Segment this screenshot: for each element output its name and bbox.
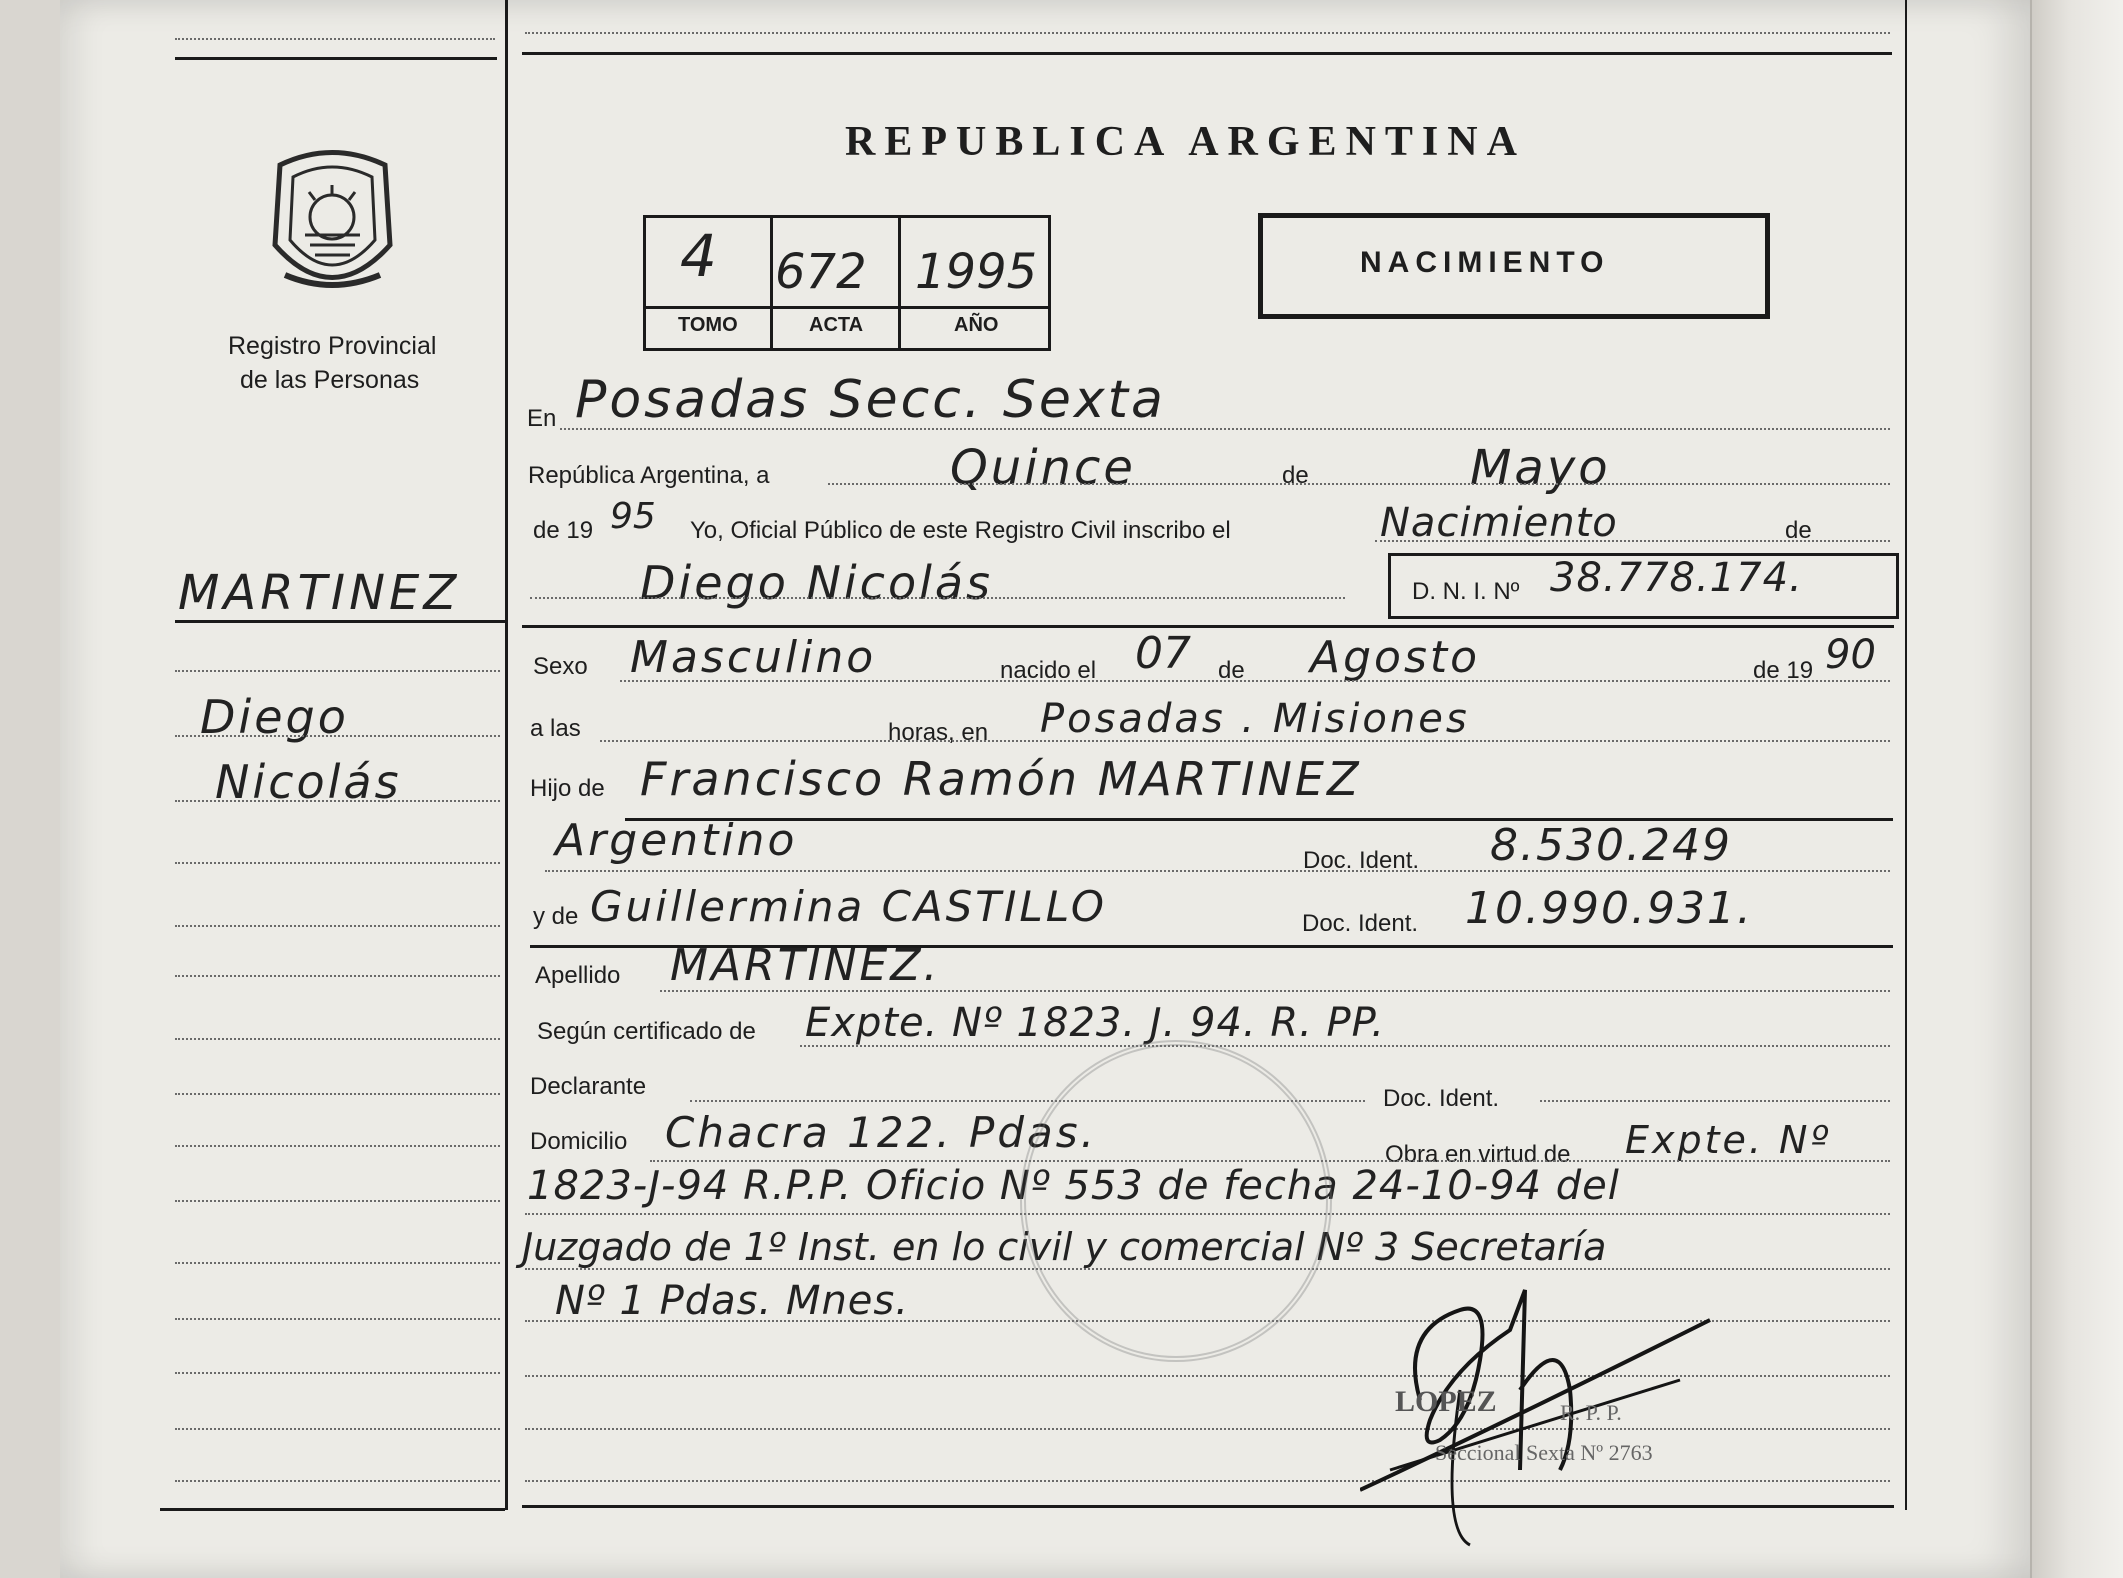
inscribo-value: Nacimiento <box>1380 500 1618 546</box>
nacido-label: nacido el <box>1000 657 1097 684</box>
margin-surname: MARTINEZ <box>178 565 461 621</box>
domicilio-label: Domicilio <box>530 1128 628 1155</box>
certificado-label: Según certificado de <box>537 1018 756 1045</box>
republica-label: República Argentina, a <box>528 462 770 489</box>
en-value: Posadas Secc. Sexta <box>575 370 1166 430</box>
yde-label: y de <box>533 903 579 930</box>
registered-name: Diego Nicolás <box>640 556 994 610</box>
margin-rule <box>175 735 500 737</box>
page-binding-edge <box>2030 0 2123 1578</box>
nacido-day: 07 <box>1135 628 1191 679</box>
padre-nacionalidad: Argentino <box>555 815 798 866</box>
registry-name-line2: de las Personas <box>240 366 420 394</box>
obra-label: Obra en virtud de <box>1385 1141 1571 1168</box>
form-rule <box>620 680 1890 682</box>
table-header-sep <box>643 306 1048 309</box>
sexo-value: Masculino <box>630 632 877 683</box>
hijo-label: Hijo de <box>530 775 605 802</box>
inscribo-label: Yo, Oficial Público de este Registro Civil inscribo el <box>690 517 1231 544</box>
margin-rule <box>175 1372 500 1374</box>
doc-label-padre: Doc. Ident. <box>1303 847 1420 874</box>
de-label-2: de <box>1785 517 1812 544</box>
form-rule <box>828 483 1890 485</box>
doc-label-madre: Doc. Ident. <box>1302 910 1419 937</box>
declarante-label: Declarante <box>530 1073 647 1100</box>
acta-label: ACTA <box>809 314 864 336</box>
padre-value: Francisco Ramón MARTINEZ <box>640 752 1362 806</box>
record-type: NACIMIENTO <box>1360 246 1610 279</box>
margin-rule <box>175 1200 500 1202</box>
domicilio-value: Chacra 122. Pdas. <box>665 1108 1097 1157</box>
registry-seal-stamp <box>1020 1040 1332 1362</box>
form-rule <box>560 428 1890 430</box>
margin-rule <box>175 1480 500 1482</box>
top-left-rule <box>175 38 495 40</box>
form-solid <box>522 625 1894 628</box>
year-suffix: 95 <box>610 496 656 537</box>
country-title: REPUBLICA ARGENTINA <box>845 119 1526 165</box>
tomo-label: TOMO <box>678 314 738 336</box>
nacido-year: 90 <box>1825 632 1876 678</box>
form-rule <box>1540 1100 1890 1102</box>
margin-rule <box>175 1428 500 1430</box>
margin-rule <box>175 1262 500 1264</box>
top-left-solid <box>175 57 497 60</box>
form-rule <box>660 990 1890 992</box>
margin-rule <box>175 1145 500 1147</box>
de-label: de <box>1282 462 1309 489</box>
dni-value: 38.778.174. <box>1550 555 1803 601</box>
table-col-sep-1 <box>770 215 773 348</box>
margin-given2: Nicolás <box>215 755 402 809</box>
de19-label-2: de 19 <box>1753 657 1814 684</box>
column-divider <box>505 0 508 1510</box>
madre-doc: 10.990.931. <box>1465 883 1753 934</box>
stamp-line2: R. P. P. <box>1560 1400 1622 1425</box>
form-rule <box>800 1045 1890 1047</box>
registry-name-line1: Registro Provincial <box>228 332 437 360</box>
margin-rule <box>175 670 500 672</box>
margin-rule <box>175 1318 500 1320</box>
ano-label: AÑO <box>954 314 999 336</box>
doc-label-declarante: Doc. Ident. <box>1383 1085 1500 1112</box>
margin-rule <box>175 925 500 927</box>
de-label-3: de <box>1218 657 1245 684</box>
tomo-value: 4 <box>680 222 720 290</box>
apellido-value: MARTINEZ. <box>670 940 941 991</box>
dni-label: D. N. I. Nº <box>1412 578 1520 605</box>
obs-line3: Nº 1 Pdas. Mnes. <box>555 1278 909 1324</box>
misiones-coat-of-arms-icon <box>265 145 400 305</box>
padre-doc: 8.530.249 <box>1490 820 1732 871</box>
form-rule <box>1375 540 1890 542</box>
top-right-rule <box>525 32 1890 34</box>
sexo-label: Sexo <box>533 653 588 680</box>
top-right-solid <box>522 52 1892 55</box>
certificado-value: Expte. Nº 1823. J. 94. R. PP. <box>805 1000 1385 1046</box>
nacido-month: Agosto <box>1310 632 1481 683</box>
obs-line2: Juzgado de 1º Inst. en lo civil y comercial Nº 3 Secretaría <box>522 1225 1607 1269</box>
de19-label: de 19 <box>533 517 594 544</box>
alas-label: a las <box>530 715 581 742</box>
ano-value: 1995 <box>915 244 1038 300</box>
madre-value: Guillermina CASTILLO <box>590 882 1107 931</box>
stamp-line3: Seccional Sexta Nº 2763 <box>1435 1440 1653 1465</box>
horas-label: horas, en <box>888 719 989 746</box>
margin-bottom-solid <box>160 1508 505 1511</box>
lugar-value: Posadas . Misiones <box>1040 696 1470 742</box>
margin-rule <box>175 800 500 802</box>
apellido-label: Apellido <box>535 962 621 989</box>
stamp-name: LOPEZ <box>1395 1385 1497 1418</box>
margin-rule <box>175 1038 500 1040</box>
margin-rule <box>175 1093 500 1095</box>
margin-given1: Diego <box>200 690 349 744</box>
day-value: Quince <box>950 440 1136 496</box>
table-col-sep-2 <box>898 215 901 348</box>
form-rule <box>545 870 1890 872</box>
margin-surname-underline <box>175 620 505 623</box>
right-border <box>1905 0 1907 1510</box>
form-rule <box>530 597 1345 599</box>
obs-line1: 1823-J-94 R.P.P. Oficio Nº 553 de fecha 24-10-94 del <box>527 1163 1620 1209</box>
acta-value: 672 <box>775 244 867 300</box>
month-value: Mayo <box>1470 440 1611 496</box>
form-rule <box>600 740 1890 742</box>
en-label: En <box>527 405 557 432</box>
margin-rule <box>175 862 500 864</box>
margin-rule <box>175 975 500 977</box>
obra-value: Expte. Nº <box>1625 1118 1832 1162</box>
